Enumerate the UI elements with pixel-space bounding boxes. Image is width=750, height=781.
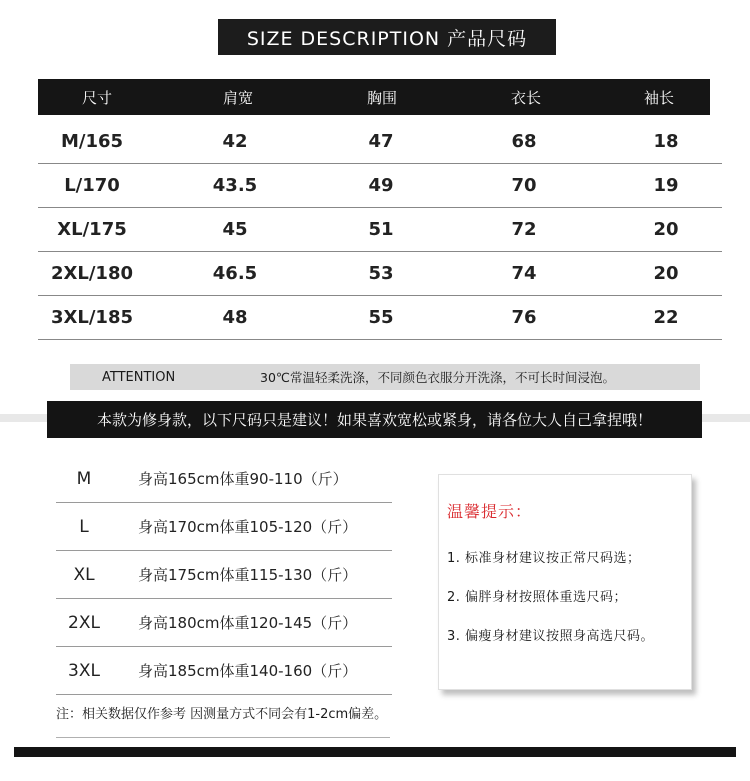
size-table-body <box>38 120 722 340</box>
tip-item: 3. 偏瘦身材建议按照身高选尺码。 <box>447 629 655 644</box>
cell-chest: 51 <box>368 219 394 240</box>
table-row <box>38 252 722 296</box>
weight-size: XL <box>73 564 95 585</box>
cell-chest: 47 <box>368 131 394 152</box>
bottom-bar <box>14 747 736 757</box>
list-item <box>56 503 392 551</box>
table-row <box>38 164 722 208</box>
page-title: SIZE DESCRIPTION 产品尺码 <box>218 19 556 55</box>
header-size: 尺寸 <box>81 88 112 107</box>
cell-sleeve: 19 <box>653 175 679 196</box>
cell-shoulder: 42 <box>222 131 248 152</box>
tip-box <box>438 474 692 690</box>
attention-bar <box>70 364 700 390</box>
list-item <box>56 551 392 599</box>
attention-label: ATTENTION <box>102 369 176 385</box>
list-item <box>56 455 392 503</box>
tip-item: 2. 偏胖身材按照体重选尺码； <box>447 590 628 605</box>
header-chest: 胸围 <box>366 88 397 107</box>
cell-chest: 55 <box>368 307 394 328</box>
weight-size: M <box>76 468 92 489</box>
cell-sleeve: 18 <box>653 131 679 152</box>
cell-shoulder: 45 <box>222 219 248 240</box>
cell-size: 3XL/185 <box>50 307 134 328</box>
weight-desc: 身高175cm体重115-130（斤） <box>138 566 358 584</box>
weight-desc: 身高170cm体重105-120（斤） <box>138 518 358 536</box>
size-table-header <box>38 79 710 115</box>
header-length: 衣长 <box>510 88 541 107</box>
list-item <box>56 599 392 647</box>
cell-chest: 53 <box>368 263 394 284</box>
cell-sleeve: 20 <box>653 219 679 240</box>
attention-text: 30℃常温轻柔洗涤，不同颜色衣服分开洗涤，不可长时间浸泡。 <box>260 370 615 385</box>
weight-size: L <box>79 516 89 537</box>
tip-title: 温馨提示： <box>447 502 533 521</box>
cell-shoulder: 43.5 <box>212 175 258 196</box>
cell-size: 2XL/180 <box>50 263 134 284</box>
weight-desc: 身高185cm体重140-160（斤） <box>138 662 358 680</box>
table-row <box>38 120 722 164</box>
table-row <box>38 208 722 252</box>
cell-size: XL/175 <box>57 219 127 240</box>
header-shoulder: 肩宽 <box>222 88 253 107</box>
cell-sleeve: 22 <box>653 307 679 328</box>
cell-shoulder: 48 <box>222 307 248 328</box>
table-row <box>38 296 722 340</box>
cell-length: 72 <box>511 219 537 240</box>
cell-size: M/165 <box>60 131 124 152</box>
cell-length: 70 <box>511 175 537 196</box>
tip-item: 1. 标准身材建议按正常尺码选； <box>447 551 641 566</box>
cell-length: 68 <box>511 131 537 152</box>
footnote: 注：相关数据仅作参考 因测量方式不同会有1-2cm偏差。 <box>56 707 388 722</box>
cell-size: L/170 <box>64 175 120 196</box>
weight-size: 2XL <box>68 612 100 633</box>
list-item <box>56 647 392 695</box>
cell-sleeve: 20 <box>653 263 679 284</box>
cell-length: 76 <box>511 307 537 328</box>
fit-notice: 本款为修身款，以下尺码只是建议！如果喜欢宽松或紧身，请各位大人自己拿捏哦！ <box>47 401 702 438</box>
weight-desc: 身高180cm体重120-145（斤） <box>138 614 358 632</box>
weight-size: 3XL <box>68 660 100 681</box>
weight-desc: 身高165cm体重90-110（斤） <box>138 470 348 488</box>
cell-length: 74 <box>511 263 537 284</box>
cell-chest: 49 <box>368 175 394 196</box>
header-sleeve: 袖长 <box>643 88 674 107</box>
cell-shoulder: 46.5 <box>212 263 258 284</box>
height-weight-table <box>56 455 392 695</box>
divider <box>56 737 390 738</box>
